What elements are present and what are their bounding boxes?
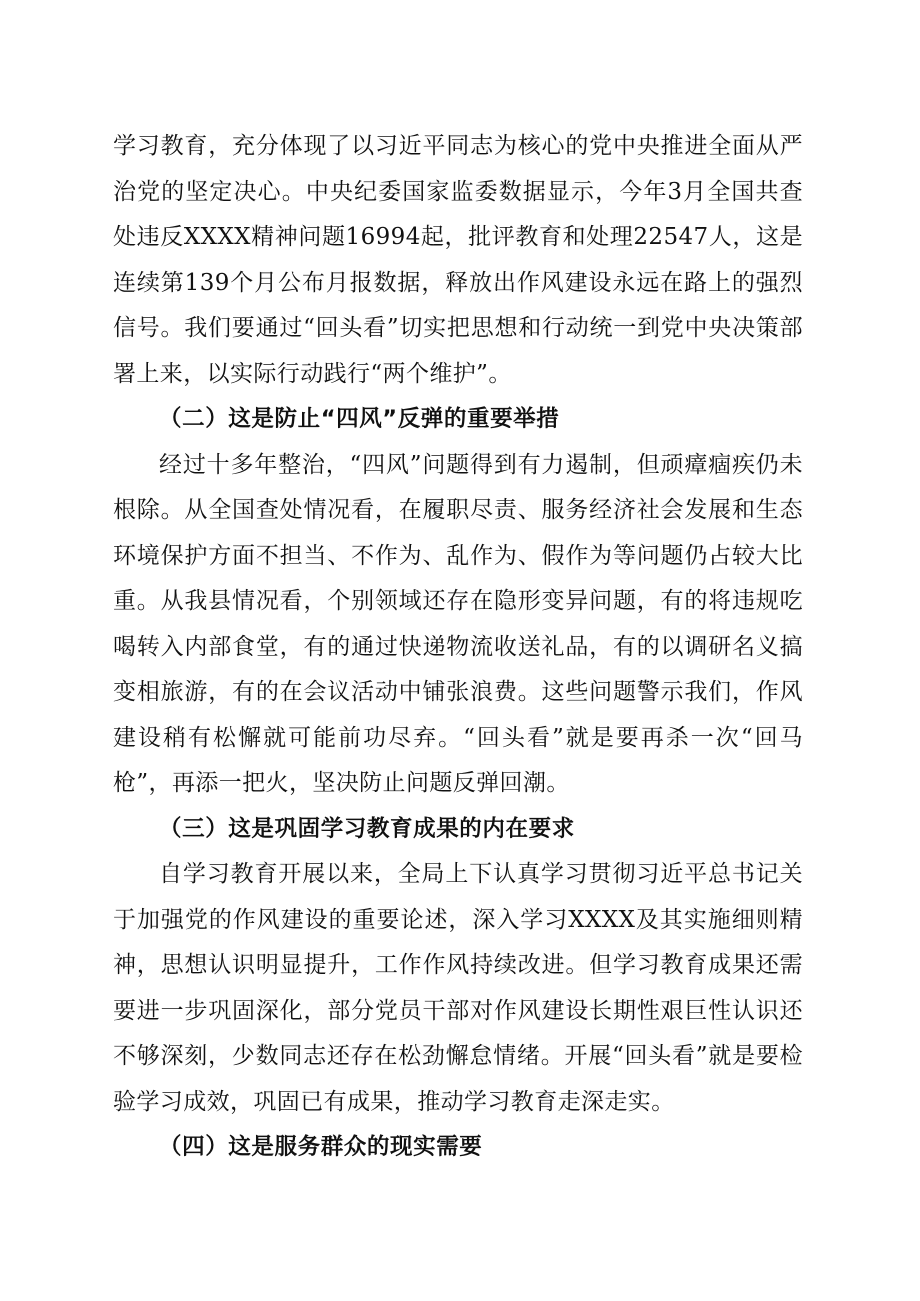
body-paragraph-1: 学习教育，充分体现了以习近平同志为核心的党中央推进全面从严治党的坚定决心。中央纪委国家监委数据显示，今年3月全国共查处违反XXXX精神问题16994起，批评教育和处理22547人，这是连续第139个月公布月报数据，释放出作风建设永远在路上的强烈信号。我们要通过“回头看”切实把思想和行动统一到党中央决策部署上来，以实际行动践行“两个维护”。 — [113, 133, 803, 387]
section-heading-4: （四）这是服务群众的现实需要 — [159, 1134, 483, 1160]
document-page — [113, 124, 803, 1171]
body-paragraph-3: 自学习教育开展以来，全局上下认真学习贯彻习近平总书记关于加强党的作风建设的重要论述，深入学习XXXX及其实施细则精神，思想认识明显提升，工作作风持续改进。但学习教育成果还需要进一步巩固深化，部分党员干部对作风建设长期性艰巨性认识还不够深刻，少数同志还存在松劲懈怠情绪。开展“回头看”就是要检验学习成效，巩固已有成果，推动学习教育走深走实。 — [113, 861, 803, 1115]
body-paragraph-2: 经过十多年整治，“四风”问题得到有力遏制，但顽瘴痼疾仍未根除。从全国查处情况看，在履职尽责、服务经济社会发展和生态环境保护方面不担当、不作为、乱作为、假作为等问题仍占较大比重。从我县情况看，个别领域还存在隐形变异问题，有的将违规吃喝转入内部食堂，有的通过快递物流收送礼品，有的以调研名义搞变相旅游，有的在会议活动中铺张浪费。这些问题警示我们，作风建设稍有松懈就可能前功尽弃。“回头看”就是要再杀一次“回马枪”，再添一把火，坚决防止问题反弹回潮。 — [113, 451, 803, 796]
section-heading-2: （二）这是防止“四风”反弹的重要举措 — [159, 406, 560, 432]
section-heading-3: （三）这是巩固学习教育成果的内在要求 — [159, 815, 575, 842]
